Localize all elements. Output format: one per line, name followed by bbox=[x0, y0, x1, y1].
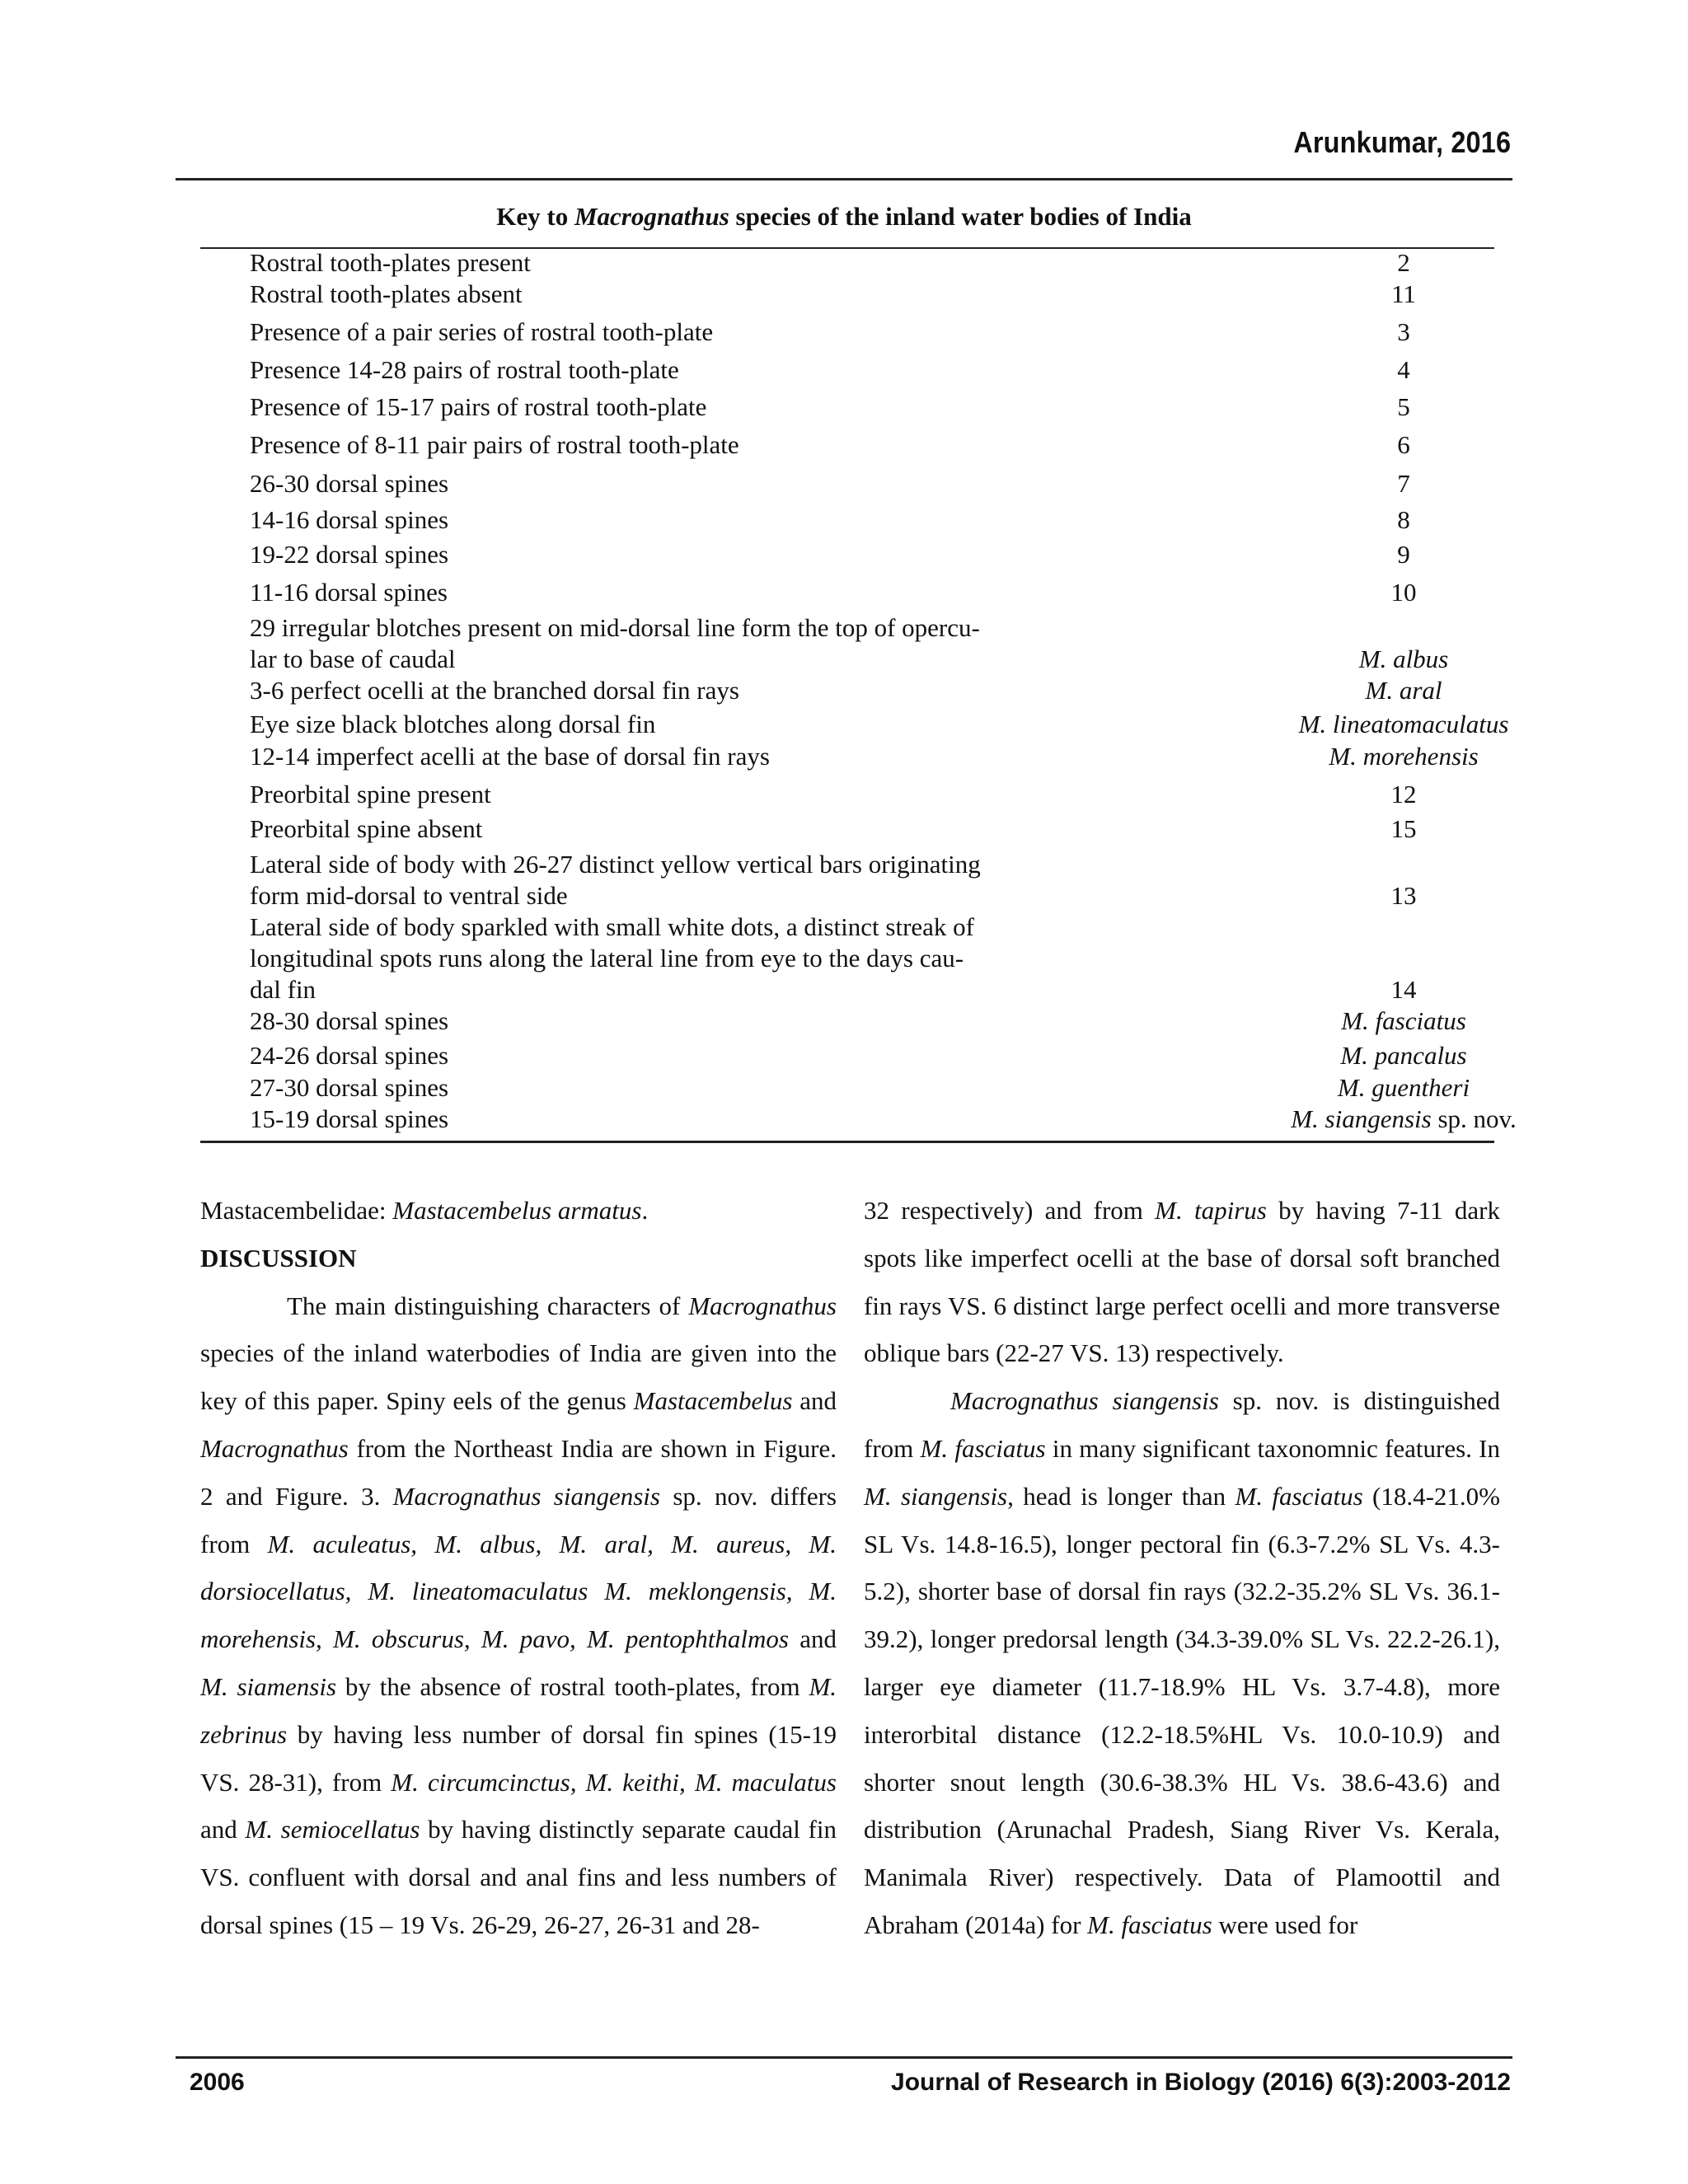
discussion-paragraph-1-continued: 32 respectively) and from M. tapirus by having 7-11 dark spots like imperfect ocelli at the base of dorsal soft branched fin rays VS. 6 distinct large perfect ocelli and more transverse oblique bars (22-27 VS. 13) respectively. bbox=[864, 1196, 1500, 1368]
family-line: Mastacembelidae: Mastacembelus armatus. bbox=[200, 1196, 649, 1225]
header-rule bbox=[176, 178, 1512, 180]
discussion-heading: DISCUSSION bbox=[200, 1243, 357, 1272]
body-column-left bbox=[200, 1187, 837, 1949]
discussion-paragraph-1: The main distinguishing characters of Macrognathus species of the inland waterbodies of India are given into the key of this paper. Spiny eels of the genus Mastacembelus and Macrognathus from the Northeast India are shown in Figure. 2 and Figure. 3. Macrognathus siangensis sp. nov. differs from M. aculeatus, M. albus, M. aral, M. aureus, M. dorsiocellatus, M. lineatomaculatus M. meklongensis, M. morehensis, M. obscurus, M. pavo, M. pentophthalmos and M. siamensis by the absence of rostral tooth-plates, from M. zebrinus by having less number of dorsal fin spines (15-19 VS. 28-31), from M. circumcinctus, M. keithi, M. maculatus and M. semiocellatus by having distinctly separate caudal fin VS. confluent with dorsal and anal fins and less numbers of dorsal spines (15 – 19 Vs. 26-29, 26-27, 26-31 and 28- bbox=[200, 1291, 837, 1939]
journal-reference: Journal of Research in Biology (2016) 6(3):2003-2012 bbox=[891, 2069, 1511, 2096]
table-bottom-rule bbox=[200, 1141, 1494, 1143]
page-number: 2006 bbox=[190, 2069, 245, 2096]
footer-rule bbox=[176, 2056, 1512, 2059]
running-head: Arunkumar, 2016 bbox=[1293, 125, 1511, 159]
discussion-paragraph-2: Macrognathus siangensis sp. nov. is distinguished from M. fasciatus in many significant taxonomnic features. In M. siangensis, head is longer than M. fasciatus (18.4-21.0% SL Vs. 14.8-16.5), longer pectoral fin (6.3-7.2% SL Vs. 4.3-5.2), shorter base of dorsal fin rays (32.2-35.2% SL Vs. 36.1-39.2), longer predorsal length (34.3-39.0% SL Vs. 22.2-26.1), larger eye diameter (11.7-18.9% HL Vs. 3.7-4.8), more interorbital distance (12.2-18.5%HL Vs. 10.0-10.9) and shorter snout length (30.6-38.3% HL Vs. 38.6-43.6) and distribution (Arunachal Pradesh, Siang River Vs. Kerala, Manimala River) respectively. Data of Plamoottil and Abraham (2014a) for M. fasciatus were used for bbox=[864, 1386, 1500, 1939]
table-caption: Key to Macrognathus species of the inland water bodies of India bbox=[496, 202, 1192, 231]
body-column-right bbox=[864, 1187, 1500, 1949]
